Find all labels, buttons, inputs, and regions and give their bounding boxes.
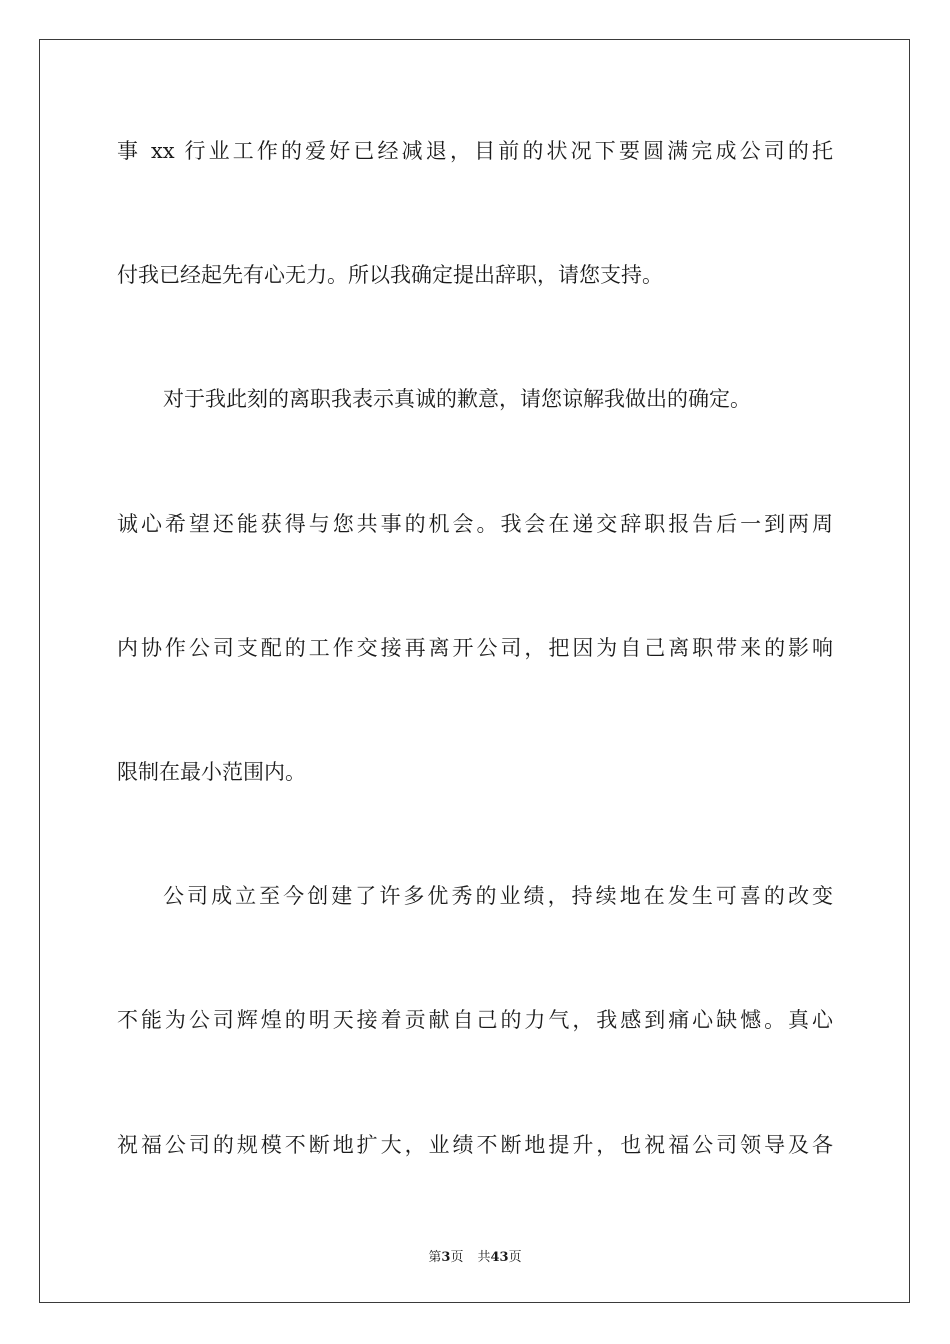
page-suffix: 页 xyxy=(450,1250,464,1265)
page-number: 3 xyxy=(441,1250,451,1265)
paragraph-first-line: 公司成立至今创建了许多优秀的业绩，持续地在发生可喜的改变 xyxy=(163,884,833,908)
text-line: 诚心希望还能获得与您共事的机会。我会在递交辞职报告后一到两周 xyxy=(117,512,833,536)
total-prefix: 共 xyxy=(477,1250,491,1265)
text-line: 事 xx 行业工作的爱好已经减退，目前的状况下要圆满完成公司的托 xyxy=(117,139,833,163)
text-line: 祝福公司的规模不断地扩大，业绩不断地提升，也祝福公司领导及各 xyxy=(117,1133,833,1157)
page-prefix: 第 xyxy=(428,1250,442,1265)
text-line: 付我已经起先有心无力。所以我确定提出辞职，请您支持。 xyxy=(117,263,663,287)
text-line: 内协作公司支配的工作交接再离开公司，把因为自己离职带来的影响 xyxy=(117,636,833,660)
text-line: 不能为公司辉煌的明天接着贡献自己的力气，我感到痛心缺憾。真心 xyxy=(117,1008,833,1032)
page-border xyxy=(39,39,910,1303)
total-suffix: 页 xyxy=(508,1250,522,1265)
total-pages: 43 xyxy=(490,1250,509,1265)
paragraph-first-line: 对于我此刻的离职我表示真诚的歉意，请您谅解我做出的确定。 xyxy=(163,387,751,411)
page-footer xyxy=(0,1246,950,1265)
text-line: 限制在最小范围内。 xyxy=(117,760,306,784)
